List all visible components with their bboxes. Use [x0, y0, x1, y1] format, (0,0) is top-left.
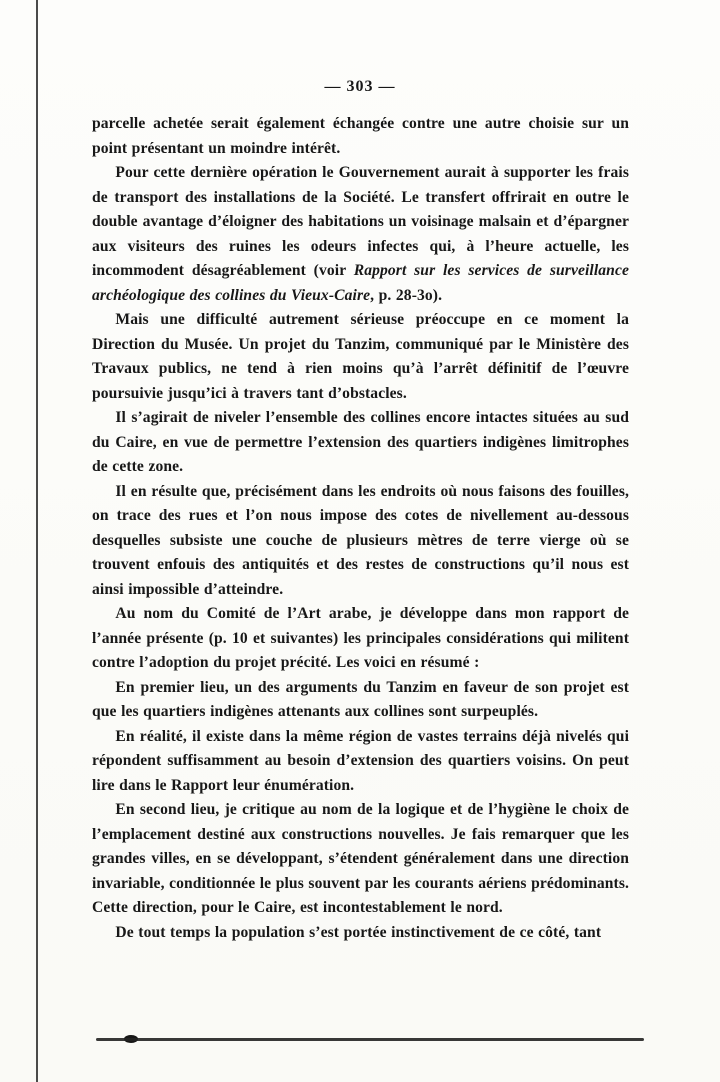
scan-edge-bottom-line	[96, 1038, 644, 1041]
paragraph: De tout temps la population s’est portée instinctivement de ce côté, tant	[115, 923, 602, 941]
scan-edge-left-line	[36, 0, 38, 1082]
paragraph: En premier lieu, un des arguments du Tanzim en faveur de son projet est que les quartiers indigènes attenants aux collines sont surpeuplés.	[92, 678, 629, 720]
paragraph: Au nom du Comité de l’Art arabe, je développe dans mon rapport de l’année présente (p. 10 et suivantes) les principales considérations qui militent contre l’adoption du projet précité. Les voici en résumé :	[92, 605, 629, 671]
paragraph: parcelle achetée serait également échangée contre une autre choisie sur un point présentant un moindre intérêt.	[92, 115, 629, 157]
page-number: — 303 —	[324, 78, 396, 95]
text-segment: , p. 28-3o).	[370, 286, 443, 304]
text-segment: Pour cette dernière opération le Gouvernement aurait à supporter les frais de transport des installations de la Société. Le transfert offrirait en outre le double avantage d’éloigner des habitations un voisinage malsain et d’épargner aux visiteurs des ruines les odeurs infectes qui, à l’heure actuelle, les incommodent désagréablement (voir	[92, 164, 629, 279]
paragraph: Il en résulte que, précisément dans les endroits où nous faisons des fouilles, on trace des rues et l’on nous impose des cotes de nivellement au-dessous desquelles subsiste une couche de plusieurs mètres de terre vierge où se trouvent enfouis des antiquités et des restes de constructions qu’il nous est ainsi impossible d’atteindre.	[92, 482, 629, 598]
paragraph: En second lieu, je critique au nom de la logique et de l’hygiène le choix de l’emplacement destiné aux constructions nouvelles. Je fais remarquer que les grandes villes, en se développant, s’étendent généralement dans une direction invariable, conditionnée le plus souvent par les courants aériens prédominants. Cette direction, pour le Caire, est incontestablement le nord.	[92, 801, 629, 916]
paragraph: En réalité, il existe dans la même région de vastes terrains déjà nivelés qui répondent suffisamment au besoin d’extension des quartiers voisins. On peut lire dans le Rapport leur énumération.	[92, 727, 629, 794]
paragraph	[92, 161, 629, 308]
paragraph: Il s’agirait de niveler l’ensemble des collines encore intactes situées au sud du Caire, en vue de permettre l’extension des quartiers indigènes limitrophes de cette zone.	[92, 409, 629, 475]
text-block	[92, 112, 629, 945]
text-segment-italic-title: Rapport sur les services de surveillance archéologique des collines du Vieux-Caire	[92, 262, 629, 304]
paragraph: Mais une difficulté autrement sérieuse préoccupe en ce moment la Direction du Musée. Un projet du Tanzim, communiqué par le Ministère des Travaux publics, ne tend à rien moins qu’à l’arrêt définitif de l’œuvre poursuivie jusqu’ici à travers tant d’obstacles.	[92, 311, 629, 402]
